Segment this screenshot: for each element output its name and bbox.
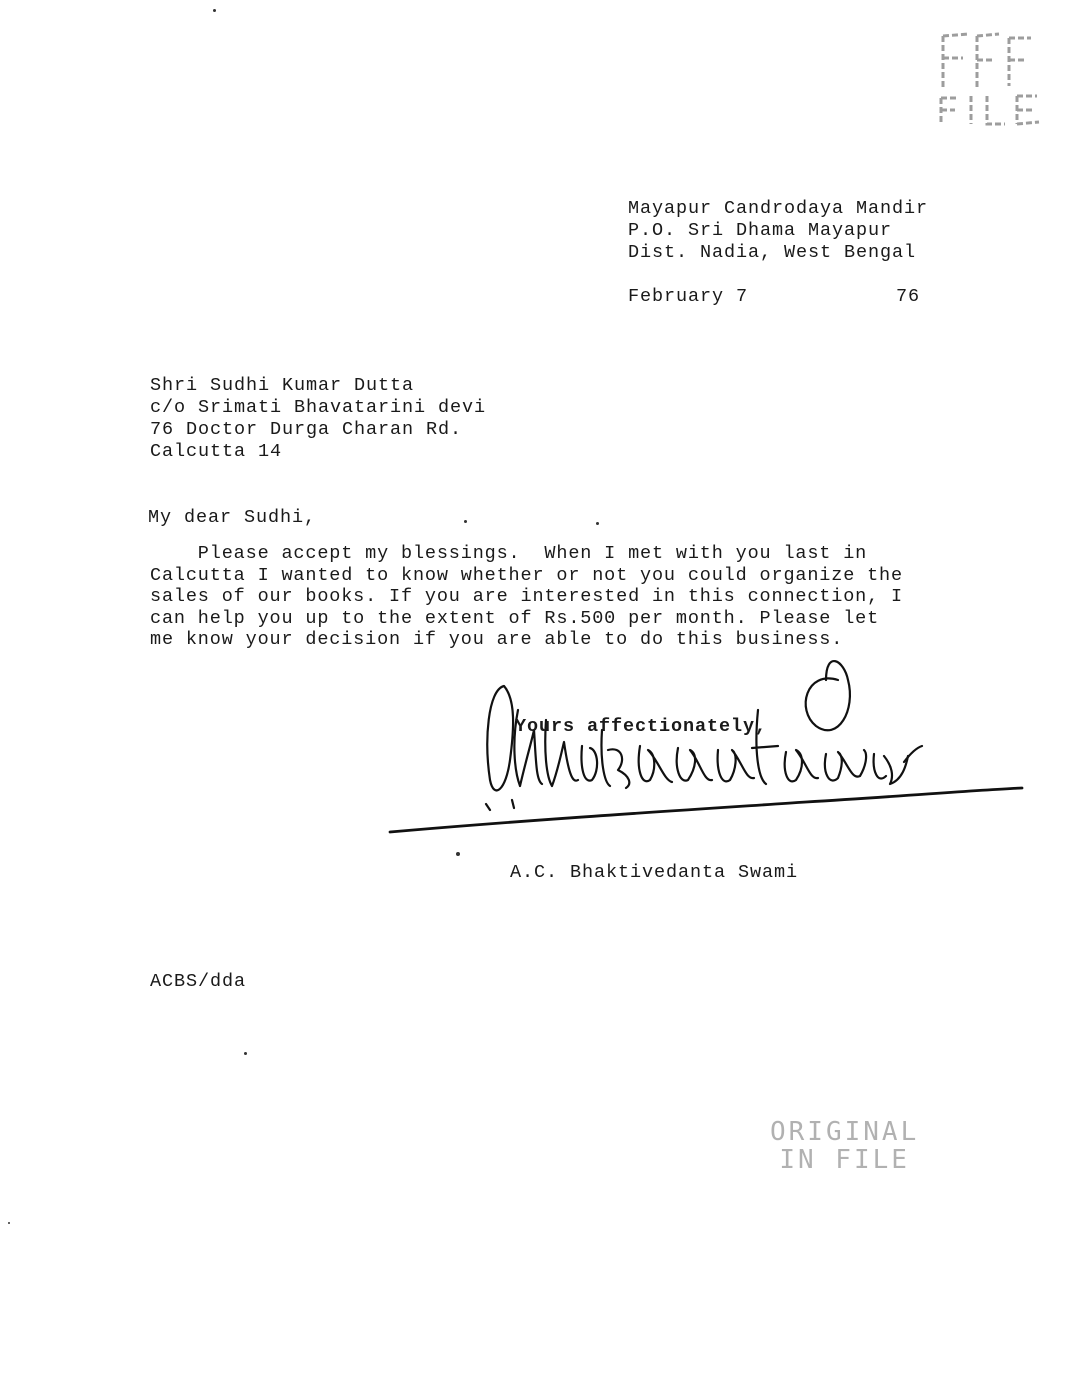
paper-speck bbox=[8, 1222, 10, 1224]
stamp-line-1: ORIGINAL bbox=[770, 1117, 920, 1147]
body-line-4: can help you up to the extent of Rs.500 per month. Please let bbox=[150, 607, 880, 629]
body-line-3: sales of our books. If you are interested in this connection, I bbox=[150, 586, 903, 607]
closing-line: Yours affectionately, bbox=[515, 716, 768, 737]
body-line-5: me know your decision if you are able to do this business. bbox=[150, 629, 844, 650]
sender-address bbox=[628, 198, 928, 264]
paper-speck bbox=[596, 522, 599, 525]
letter-body bbox=[150, 543, 903, 651]
body-line-2: Calcutta I wanted to know whether or not you could organize the bbox=[150, 564, 903, 586]
handwritten-signature bbox=[386, 650, 1036, 860]
sender-line-1: Mayapur Candrodaya Mandir bbox=[628, 198, 929, 219]
file-stamp-graphic bbox=[935, 28, 1045, 128]
recipient-line-1: Shri Sudhi Kumar Dutta bbox=[150, 375, 415, 396]
paper-speck bbox=[456, 852, 460, 856]
recipient-address bbox=[150, 375, 486, 463]
body-line-1: Please accept my blessings. When I met with you last in bbox=[150, 543, 868, 564]
signer-name: A.C. Bhaktivedanta Swami bbox=[510, 862, 799, 883]
original-in-file-stamp bbox=[770, 1118, 919, 1174]
salutation: My dear Sudhi, bbox=[148, 507, 317, 528]
paper-speck bbox=[464, 520, 467, 523]
recipient-line-2: c/o Srimati Bhavatarini devi bbox=[150, 397, 487, 418]
stamp-line-2: IN FILE bbox=[779, 1145, 910, 1175]
recipient-line-4: Calcutta 14 bbox=[150, 441, 283, 462]
paper-speck bbox=[213, 9, 216, 12]
sender-line-3: Dist. Nadia, West Bengal bbox=[628, 242, 917, 263]
sender-line-2: P.O. Sri Dhama Mayapur bbox=[628, 220, 893, 241]
reference-initials: ACBS/dda bbox=[150, 971, 247, 992]
paper-speck bbox=[244, 1052, 247, 1055]
recipient-line-3: 76 Doctor Durga Charan Rd. bbox=[150, 419, 463, 440]
letter-date: February 7 bbox=[628, 286, 749, 307]
file-stamp bbox=[935, 28, 1045, 128]
letter-date-year: 76 bbox=[896, 286, 921, 307]
